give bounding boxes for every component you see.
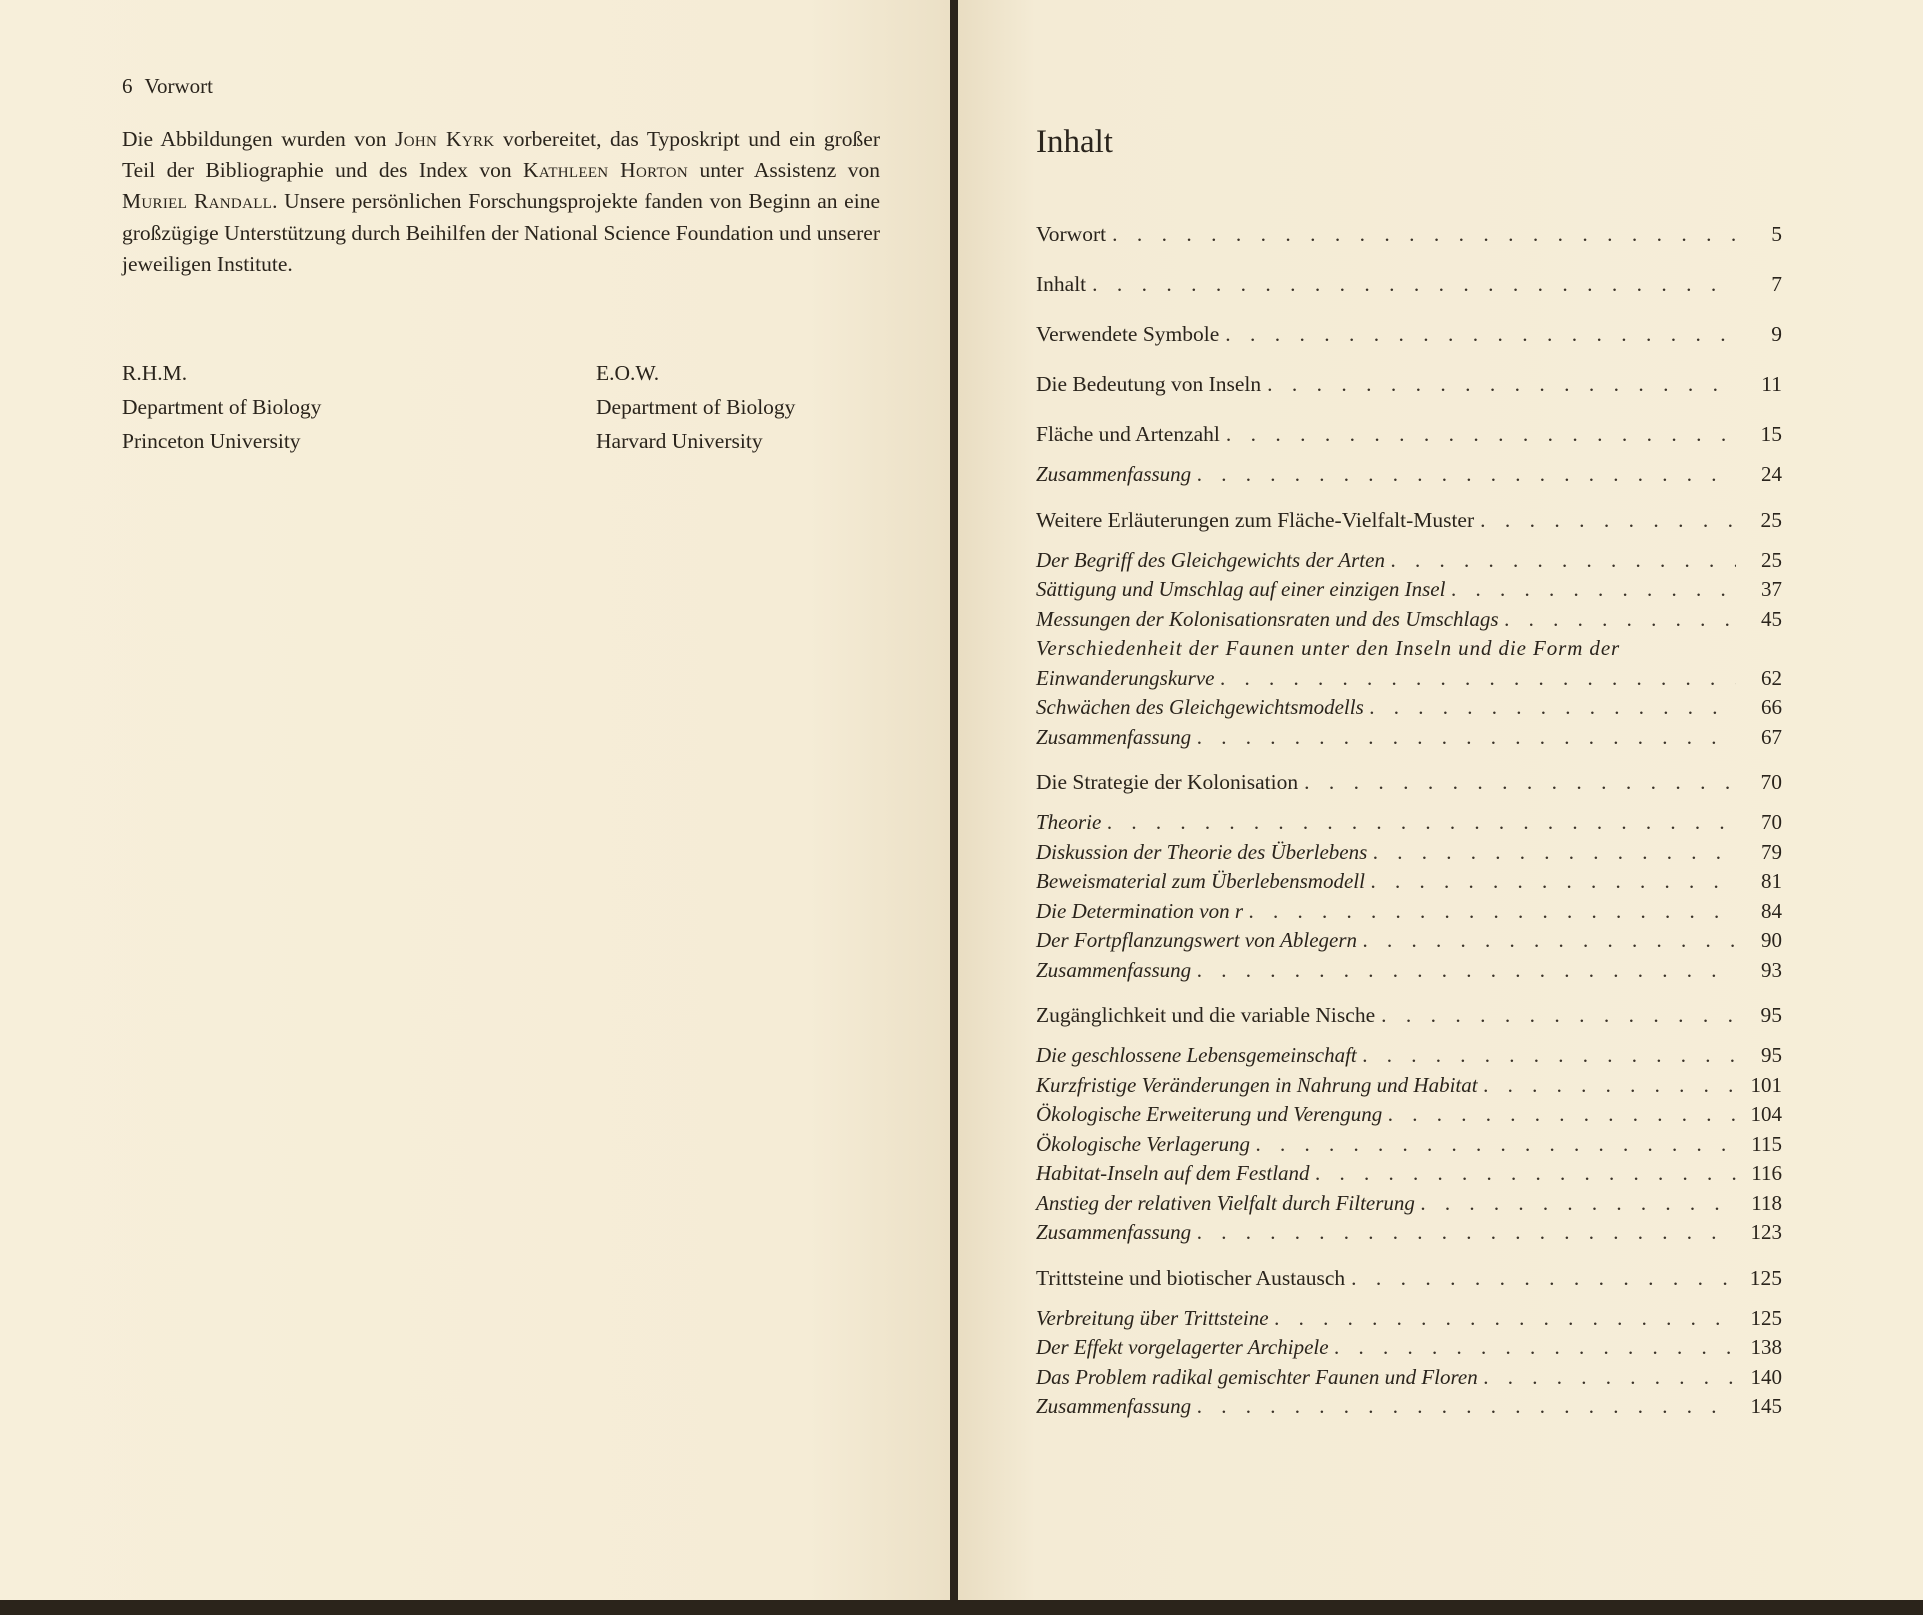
toc-subentry-title: Schwächen des Gleichgewichtsmodells [1036,695,1364,719]
toc-entry-title: Verwendete Symbole [1036,322,1220,346]
dot-leader [1316,1161,1736,1186]
toc-entry-title: Die Bedeutung von Inseln [1036,372,1262,396]
left-page [0,0,950,1600]
preface-text: . Unsere persönlichen Forschungsprojekte fanden von Beginn an eine großzügige Unterstützung durch Beihilfen der National Science Foundation und unserer jeweiligen Institute. [122,189,880,276]
toc-subentry [1036,462,1782,492]
toc-subentry-page: 67 [1761,724,1782,749]
toc-subentry-page: 104 [1750,1102,1782,1126]
toc-entry-title: Trittsteine und biotischer Austausch [1036,1265,1346,1290]
toc-subentry-page: 93 [1761,957,1782,982]
toc-subentry-page: 37 [1761,577,1782,601]
toc-entry [1036,272,1782,306]
toc-subentry-page: 116 [1751,1161,1782,1185]
dot-leader [1197,1394,1736,1419]
toc-subentry [1036,899,1782,929]
toc-subentry [1036,725,1782,755]
toc-subentry [1036,1102,1782,1132]
toc-subentry-title: Anstieg der relativen Vielfalt durch Filterung [1036,1190,1415,1215]
toc-subentry-page: 123 [1750,1220,1782,1244]
toc-section [1036,222,1782,256]
toc-entry-title: Die Strategie der Kolonisation [1036,770,1299,794]
dot-leader [1335,1335,1736,1360]
toc-entry-page: 95 [1760,1003,1782,1027]
toc-section [1036,372,1782,406]
toc-subentry-page: 25 [1761,547,1782,572]
toc-subentry-title: Verbreitung über Trittsteine [1036,1305,1269,1330]
toc-subentry-page: 140 [1750,1364,1782,1389]
toc-subentry-page: 145 [1750,1394,1782,1418]
dot-leader [1421,1191,1736,1216]
dot-leader [1249,899,1736,924]
toc-title: Inhalt [1036,124,1113,160]
toc-subentry-title: Einwanderungskurve [1036,665,1215,690]
toc-subentry-title: Messungen der Kolonisationsraten und des Umschlags [1036,606,1499,631]
toc-subentry-title: Ökologische Erweiterung und Verengung [1036,1102,1383,1126]
toc-entry-page: 125 [1749,1265,1782,1290]
toc-entry-page: 25 [1760,507,1782,532]
toc-subentry-page: 24 [1761,462,1782,486]
preface-text: vorbereitet, das Typoskript und ein großer Teil der Bibliographie und des Index von [122,127,881,183]
preface-text: unter Assistenz von [688,158,880,183]
person-name: John Kyrk [395,127,495,151]
toc-subentry [1036,958,1782,988]
toc-entry-page: 70 [1760,770,1782,794]
dot-leader [1371,869,1736,894]
toc-section [1036,322,1782,356]
dot-leader [1388,1102,1736,1127]
toc-subentry-page: 115 [1751,1131,1782,1156]
toc-entry [1036,222,1782,256]
signature-university: Princeton University [122,429,301,453]
toc-subentry-title: Die Determination von r [1036,898,1244,923]
dot-leader [1197,1220,1736,1245]
toc-entry-page: 11 [1761,372,1782,396]
dot-leader [1275,1306,1736,1331]
toc-subentry-page: 125 [1750,1305,1782,1330]
toc-subentry-title: Der Effekt vorgelagerter Archipele [1036,1335,1329,1359]
signature-block [596,356,795,458]
dot-leader [1267,372,1736,397]
toc-subentry-title: Ökologische Verlagerung [1036,1131,1251,1156]
dot-leader [1484,1365,1736,1390]
dot-leader [1107,810,1736,835]
toc-subentry-title: Der Fortpflanzungswert von Ablegern [1036,928,1358,952]
toc-entry-page: 7 [1771,272,1782,296]
toc-subentry [1036,577,1782,607]
dot-leader [1197,725,1736,750]
toc-entry [1036,422,1782,456]
toc-entry-title: Fläche und Artenzahl [1036,422,1220,446]
dot-leader [1370,695,1736,720]
toc-section [1036,272,1782,306]
toc-subentry-title: Zusammenfassung [1036,1220,1192,1244]
toc-subentry-title: Theorie [1036,810,1102,834]
toc-subentry-page: 95 [1761,1043,1782,1067]
toc-section [1036,422,1782,492]
toc-section [1036,770,1782,987]
running-head [122,74,213,99]
dot-leader [1197,462,1736,487]
signature-initials: R.H.M. [122,361,188,385]
dot-leader [1480,508,1736,533]
toc-subentry-title: Habitat-Inseln auf dem Festland [1036,1161,1310,1185]
toc-section [1036,1003,1782,1250]
toc-entry [1036,770,1782,804]
toc-subentry-page: 66 [1761,695,1782,719]
toc-subentry-page: 81 [1761,869,1782,893]
dot-leader [1451,577,1736,602]
toc-subentry [1036,1161,1782,1191]
page-number: 6 [122,74,133,98]
dot-leader [1373,840,1736,865]
toc-entry-page: 9 [1771,322,1782,346]
toc-subentry-title: Sättigung und Umschlag auf einer einzigen Insel [1036,577,1446,601]
toc-entry [1036,1266,1782,1300]
toc-subentry [1036,869,1782,899]
toc-subentry-title: Zusammenfassung [1036,957,1192,982]
toc-subentry [1036,1306,1782,1336]
scan-bottom-edge [0,1600,1923,1615]
table-of-contents [1036,222,1782,1440]
preface-text: Die Abbildungen wurden von [122,127,396,151]
toc-subentry-page: 62 [1761,665,1782,690]
signature-initials: E.O.W. [596,361,660,385]
toc-subentry [1036,1191,1782,1221]
toc-subentry-title: Kurzfristige Veränderungen in Nahrung und Habitat [1036,1072,1478,1097]
toc-subentry-page: 138 [1750,1335,1782,1359]
toc-subentry [1036,1073,1782,1103]
dot-leader [1197,958,1736,983]
toc-subentry-page: 79 [1761,839,1782,864]
toc-entry [1036,372,1782,406]
book-gutter [950,0,958,1600]
toc-subentry [1036,1220,1782,1250]
toc-entry-page: 15 [1760,422,1782,446]
toc-subentry [1036,666,1782,696]
toc-section [1036,508,1782,755]
toc-subentry [1036,548,1782,578]
toc-entry-page: 5 [1771,222,1782,246]
dot-leader [1505,607,1736,632]
toc-subentry-page: 45 [1761,606,1782,631]
person-name: Kathleen Horton [523,158,689,183]
toc-subentry-page: 84 [1761,898,1782,923]
dot-leader [1351,1266,1736,1291]
toc-subentry-title: Zusammenfassung [1036,724,1192,749]
toc-entry [1036,1003,1782,1037]
toc-subentry-title: Zusammenfassung [1036,1394,1192,1418]
toc-subentry-page: 118 [1751,1190,1782,1215]
toc-subentry-line [1036,636,1782,666]
signature-department: Department of Biology [122,395,322,419]
toc-subentry-page: 70 [1761,810,1782,834]
toc-entry-title: Zugänglichkeit und die variable Nische [1036,1003,1376,1027]
toc-subentry [1036,1043,1782,1073]
toc-subentry-title: Die geschlossene Lebensgemeinschaft [1036,1043,1357,1067]
toc-subentry [1036,1394,1782,1424]
toc-entry [1036,508,1782,542]
toc-subentry-title: Das Problem radikal gemischter Faunen und Floren [1036,1364,1478,1389]
dot-leader [1391,548,1736,573]
dot-leader [1363,1043,1736,1068]
toc-entry-title: Inhalt [1036,272,1087,296]
person-name: Muriel Randall [122,189,273,214]
dot-leader [1381,1003,1736,1028]
dot-leader [1484,1073,1736,1098]
toc-subentry-title: Diskussion der Theorie des Überlebens [1036,839,1368,864]
toc-subentry-title: Beweismaterial zum Überlebensmodell [1036,869,1365,893]
toc-subentry-title: Verschiedenheit der Faunen unter den Inseln und die Form der [1036,636,1621,660]
dot-leader [1220,666,1736,691]
toc-subentry [1036,607,1782,637]
toc-entry-title: Weitere Erläuterungen zum Fläche-Vielfalt-Muster [1036,507,1475,532]
dot-leader [1256,1132,1736,1157]
toc-section [1036,1266,1782,1424]
toc-subentry-page: 90 [1761,928,1782,952]
toc-subentry [1036,810,1782,840]
toc-subentry [1036,695,1782,725]
toc-subentry-title: Der Begriff des Gleichgewichts der Arten [1036,547,1385,572]
dot-leader [1363,928,1736,953]
dot-leader [1112,222,1736,247]
toc-entry-title: Vorwort [1036,222,1107,246]
toc-entry [1036,322,1782,356]
signature-block [122,356,321,458]
toc-subentry [1036,1132,1782,1162]
toc-subentry [1036,928,1782,958]
toc-subentry-title: Zusammenfassung [1036,462,1192,486]
dot-leader [1225,322,1736,347]
toc-subentry-page: 101 [1750,1072,1782,1097]
toc-subentry [1036,1335,1782,1365]
signature-department: Department of Biology [596,395,796,419]
dot-leader [1092,272,1736,297]
preface-paragraph [122,124,880,280]
dot-leader [1304,770,1736,795]
toc-subentry [1036,1365,1782,1395]
toc-subentry [1036,840,1782,870]
signature-university: Harvard University [596,429,763,453]
dot-leader [1226,422,1736,447]
running-head-title: Vorwort [144,74,213,98]
